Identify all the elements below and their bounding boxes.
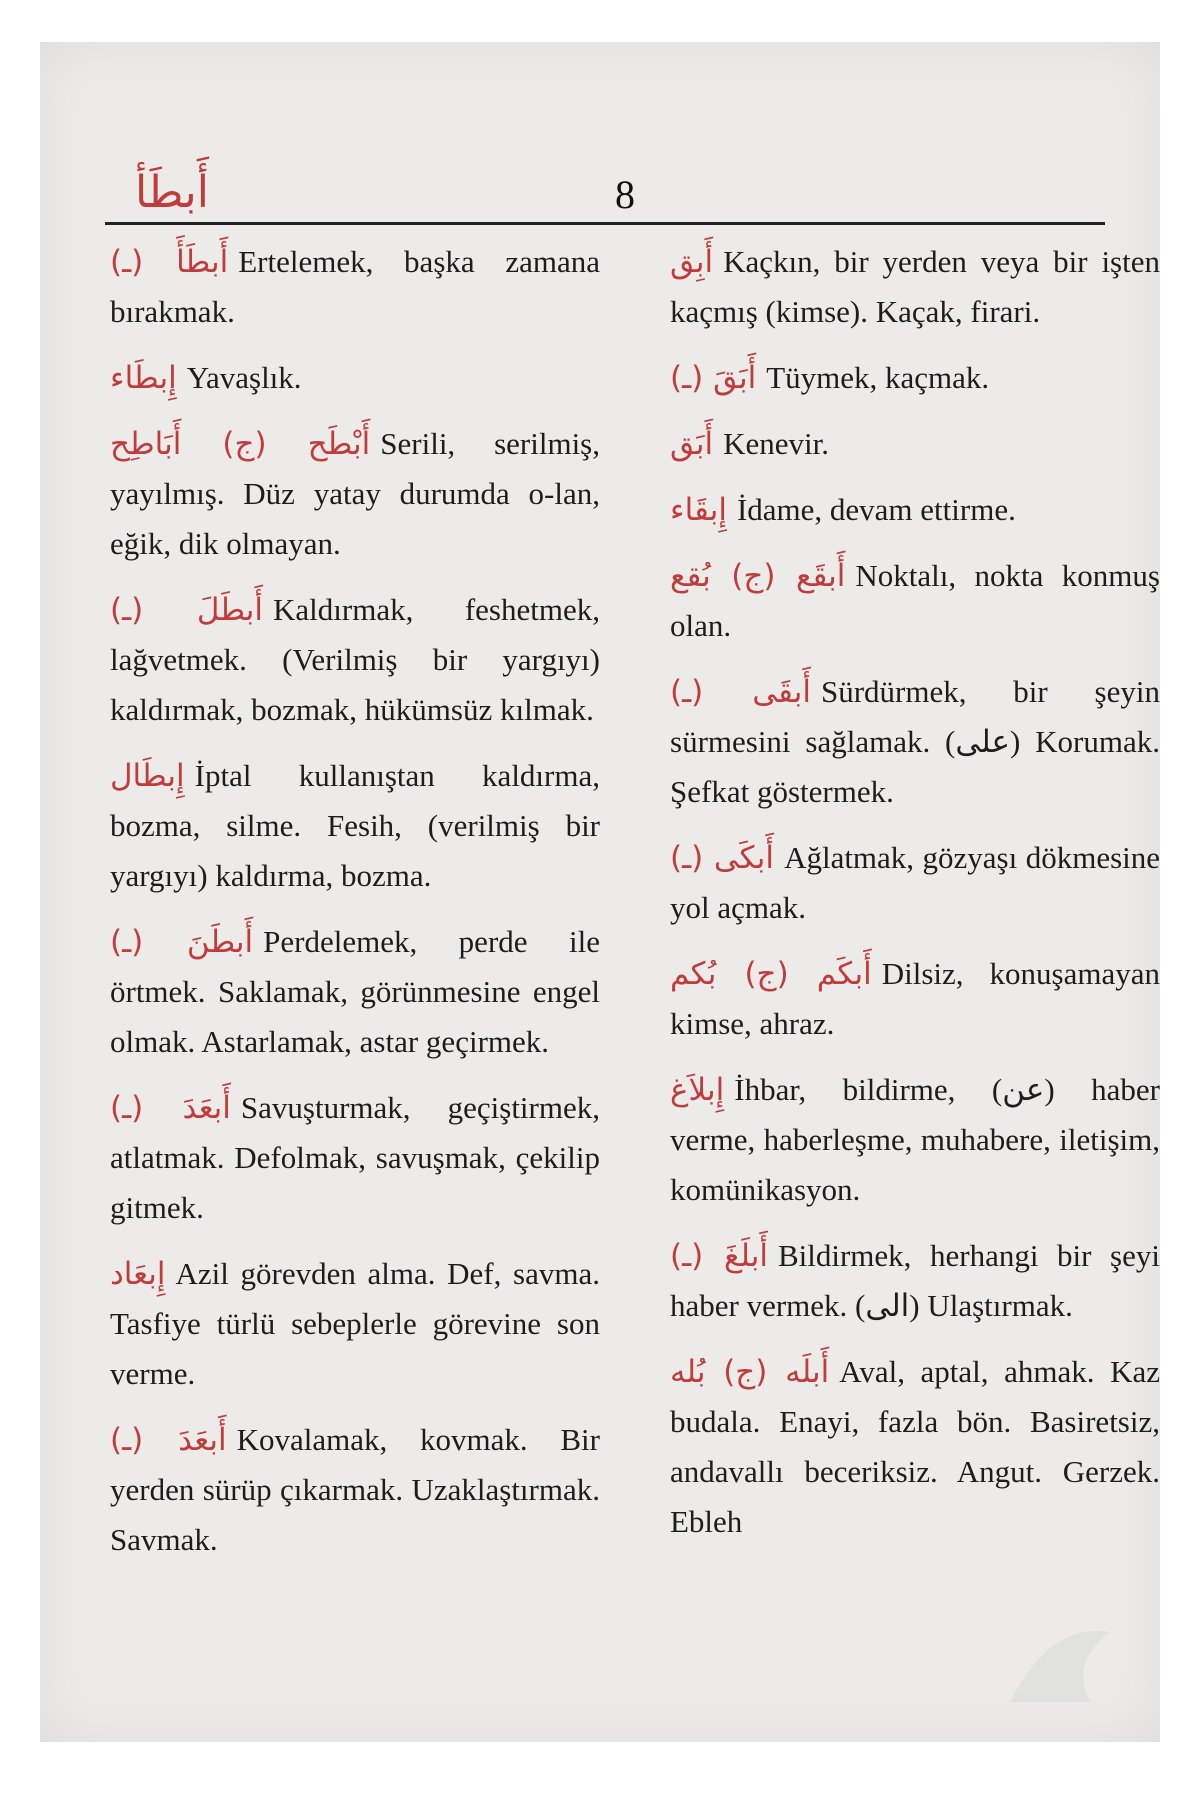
entry-definition: Kenevir. (723, 426, 829, 461)
entry (670, 1065, 1160, 1215)
entry-arabic: أَبلَغَ (ـ) (670, 1238, 768, 1274)
entry (670, 551, 1160, 651)
entry-arabic: أَبَقَ (ـ) (670, 360, 757, 396)
page-number: 8 (615, 172, 635, 217)
entry-definition: Noktalı, nokta konmuş olan. (670, 558, 1160, 643)
entry-arabic: أَبكَى (ـ) (670, 840, 775, 876)
entry (670, 419, 1160, 469)
entry-definition: Perdelemek, perde ile örtmek. Saklamak, görünmesine engel olmak. Astarlamak, astar geçirmek. (110, 924, 600, 1059)
page-header (105, 137, 1105, 227)
entry-definition: Savuşturmak, geçiştirmek, atlatmak. Defolmak, savuşmak, çekilip gitmek. (110, 1090, 600, 1225)
entry (110, 237, 600, 337)
entry-definition: İdame, devam ettirme. (736, 492, 1016, 527)
entry (110, 1415, 600, 1565)
entry-arabic: أَبعَدَ (ـ) (110, 1090, 231, 1126)
entry-definition: Azil görevden alma. Def, savma. Tasfiye türlü sebeplerle görevine son verme. (110, 1256, 600, 1391)
entry (670, 485, 1160, 535)
entry-arabic: إِبطَاء (110, 360, 177, 396)
entry (110, 585, 600, 735)
entry-definition: Ağlatmak, gözyaşı dökmesine yol açmak. (670, 840, 1160, 925)
entry-definition: Tüymek, kaçmak. (766, 360, 990, 395)
entry (670, 353, 1160, 403)
entry-arabic: أَبطَأَ (ـ) (110, 244, 229, 280)
entry-arabic: إِبلاَغ (670, 1072, 725, 1108)
entry-definition: Kovalamak, kovmak. Bir yerden sürüp çıkarmak. Uzaklaştırmak. Savmak. (110, 1422, 600, 1557)
entry-definition: Yavaşlık. (186, 360, 302, 395)
entry-definition: Kaldırmak, feshetmek, lağvetmek. (Verilmiş bir yargıyı) kaldırmak, bozmak, hükümsüz kılmak. (110, 592, 600, 727)
entry-arabic: إِبعَاد (110, 1256, 166, 1292)
header-rule (105, 222, 1105, 225)
entry-arabic: إِبطَال (110, 758, 185, 794)
entry-arabic: أَبطَلَ (ـ) (110, 592, 264, 628)
entry-arabic: أَبكَم (ج) بُكم (670, 956, 872, 992)
watermark-logo-icon (990, 1602, 1130, 1722)
entry-arabic: أَبلَه (ج) بُله (670, 1354, 830, 1390)
entry-definition: İhbar, bildirme, (عن) haber verme, haberleşme, muhabere, iletişim, komünikasyon. (670, 1072, 1160, 1207)
header-headword: أَبطَأ (135, 167, 209, 218)
entry (670, 1347, 1160, 1547)
entry (670, 1231, 1160, 1331)
entry (110, 917, 600, 1067)
entry-definition: Sürdürmek, bir şeyin sürmesini sağlamak. (على) Korumak. Şefkat göstermek. (670, 674, 1160, 809)
entry-arabic: أَبقَع (ج) بُقع (670, 558, 846, 594)
entry-arabic: أَبِق (670, 244, 714, 280)
entry-definition: Bildirmek, herhangi bir şeyi haber vermek. (الى) Ulaştırmak. (670, 1238, 1160, 1323)
entry-arabic: أَبْطَح (ج) أَبَاطِح (110, 426, 371, 462)
entry-definition: İptal kullanıştan kaldırma, bozma, silme. Fesih, (verilmiş bir yargıyı) kaldırma, bozma. (110, 758, 600, 893)
entry (110, 1083, 600, 1233)
entry (110, 751, 600, 901)
entry (670, 667, 1160, 817)
entry-definition: Serili, serilmiş, yayılmış. Düz yatay durumda o-lan, eğik, dik olmayan. (110, 426, 600, 561)
entry-definition: Aval, aptal, ahmak. Kaz budala. Enayi, fazla bön. Basiretsiz, andavallı beceriksiz. Angut. Gerzek. Ebleh (670, 1354, 1160, 1539)
entry-definition: Ertelemek, başka zamana bırakmak. (110, 244, 601, 329)
entry-arabic: إِبقَاء (670, 492, 727, 528)
entry (670, 833, 1160, 933)
entry (670, 237, 1160, 337)
entry (110, 1249, 600, 1399)
entry (110, 353, 600, 403)
dictionary-page (40, 42, 1160, 1742)
entry-definition: Kaçkın, bir yerden veya bir işten kaçmış (kimse). Kaçak, firari. (670, 244, 1160, 329)
entry (670, 949, 1160, 1049)
entry-definition: Dilsiz, konuşamayan kimse, ahraz. (670, 956, 1160, 1041)
entry-arabic: أَبَق (670, 426, 714, 462)
entry-arabic: أَبقَى (ـ) (670, 674, 811, 710)
right-column (670, 237, 1160, 1563)
entry (110, 419, 600, 569)
entry-arabic: أَبطَنَ (ـ) (110, 924, 254, 960)
left-column (110, 237, 600, 1581)
entry-arabic: أَبعَدَ (ـ) (110, 1422, 227, 1458)
